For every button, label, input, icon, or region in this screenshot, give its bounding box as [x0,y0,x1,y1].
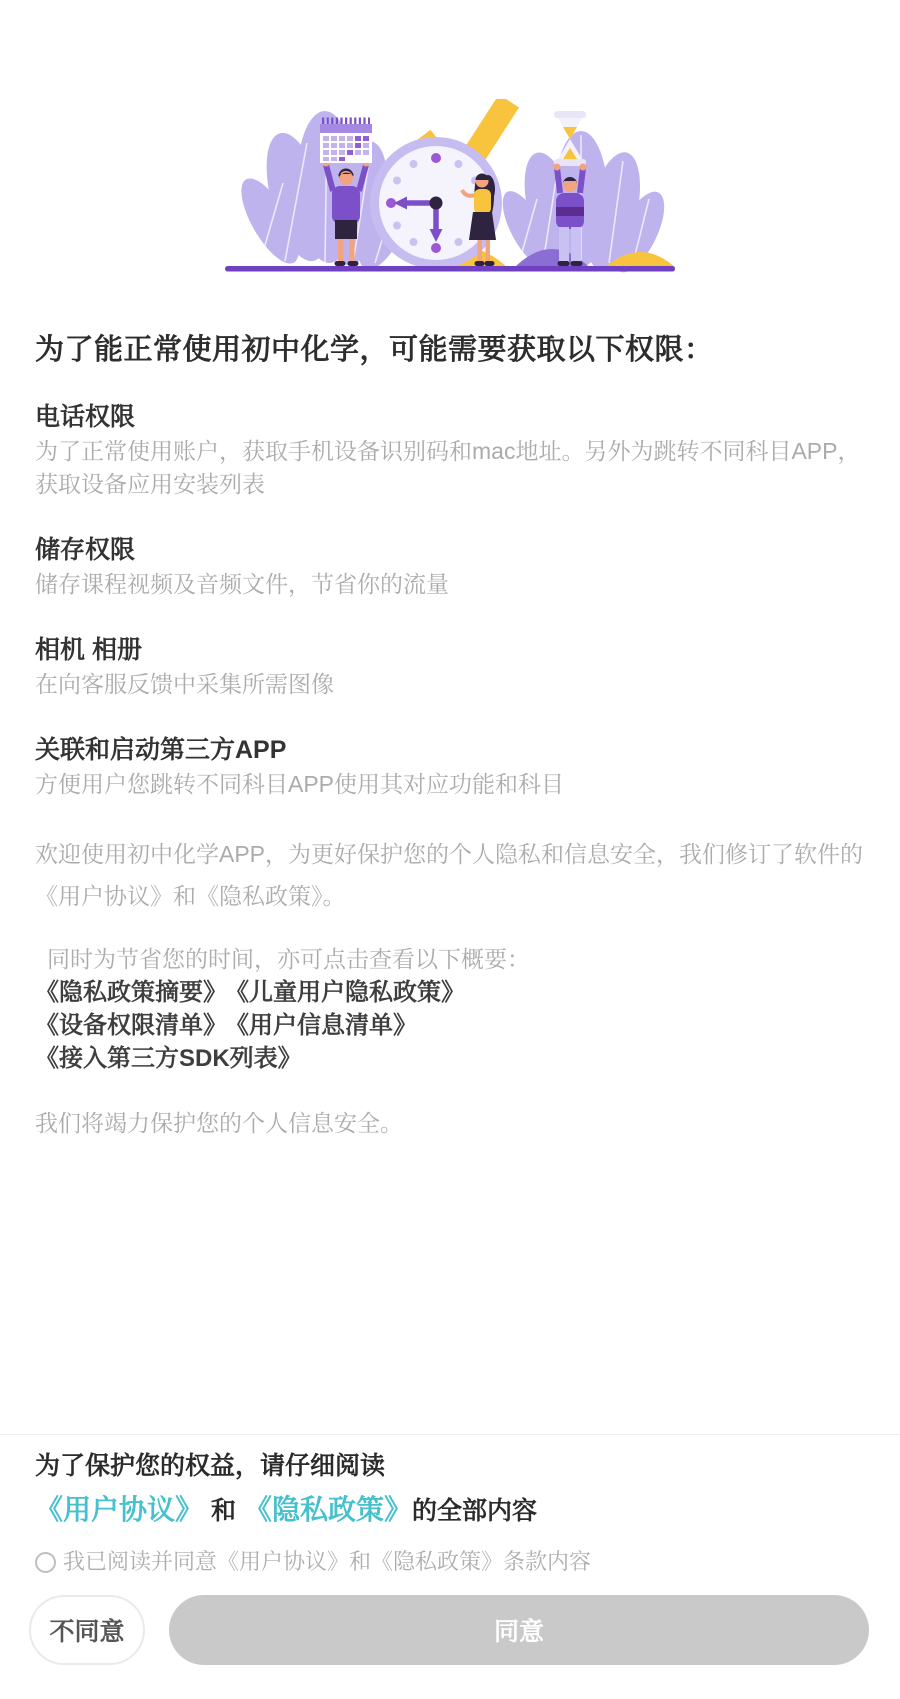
notice-suffix: 的全部内容 [412,1497,538,1525]
summary-links-row [35,1042,865,1075]
link-privacy-policy-summary[interactable]: 《隐私政策摘要》 [35,979,227,1006]
summary-section [35,943,865,1075]
permission-storage [35,535,865,601]
permission-desc: 储存课程视频及音频文件，节省你的流量 [35,571,449,597]
privacy-policy-link[interactable]: 《隐私政策》 [244,1494,413,1525]
permissions-content [0,332,900,1140]
permission-desc: 在向客服反馈中采集所需图像 [35,671,334,697]
welcome-paragraph: 欢迎使用初中化学APP，为更好保护您的个人隐私和信息安全，我们修订了软件的《用户协议》和《隐私政策》。 [35,841,864,909]
closing-note: 我们将竭力保护您的个人信息安全。 [35,1110,403,1136]
agree-radio[interactable] [35,1552,56,1573]
permission-desc: 方便用户您跳转不同科目APP使用其对应功能和科目 [35,771,565,797]
page-title: 为了能正常使用初中化学，可能需要获取以下权限： [35,334,714,366]
and-text: 和 [211,1497,237,1525]
link-user-info-list[interactable]: 《用户信息清单》 [237,1012,417,1039]
summary-intro: 同时为节省您的时间，亦可点击查看以下概要： [47,946,530,972]
permission-name: 储存权限 [35,536,136,564]
hero-illustration [225,99,675,282]
summary-links-row [35,976,865,1009]
permission-name: 关联和启动第三方APP [35,736,287,764]
calendar-icon [320,121,372,163]
consent-footer [0,1434,900,1699]
time-people-illustration [225,99,675,277]
permission-desc: 为了正常使用账户，获取手机设备识别码和mac地址。另外为跳转不同科目APP，获取设备应用安装列表 [35,438,861,497]
ground-line [225,266,675,272]
user-agreement-link[interactable]: 《用户协议》 [35,1494,204,1525]
link-device-permission-list[interactable]: 《设备权限清单》 [35,1012,227,1039]
permission-phone [35,402,865,501]
permission-third-party-app [35,735,865,801]
link-children-privacy-policy[interactable]: 《儿童用户隐私政策》 [237,979,465,1006]
consent-checkbox-row [35,1549,865,1575]
permission-name: 相机 相册 [35,636,142,664]
permission-name: 电话权限 [35,403,136,431]
summary-links-row [35,1009,865,1042]
footer-notice: 为了保护您的权益，请仔细阅读 [35,1452,386,1480]
agree-button[interactable]: 同意 [169,1595,869,1665]
link-third-party-sdk-list[interactable]: 《接入第三方SDK列表》 [35,1045,302,1072]
permission-camera-album [35,635,865,701]
disagree-button[interactable]: 不同意 [29,1595,145,1665]
footer-agreement-line [35,1492,865,1529]
agree-radio-label: 我已阅读并同意《用户协议》和《隐私政策》条款内容 [63,1549,592,1574]
footer-buttons [29,1595,869,1665]
